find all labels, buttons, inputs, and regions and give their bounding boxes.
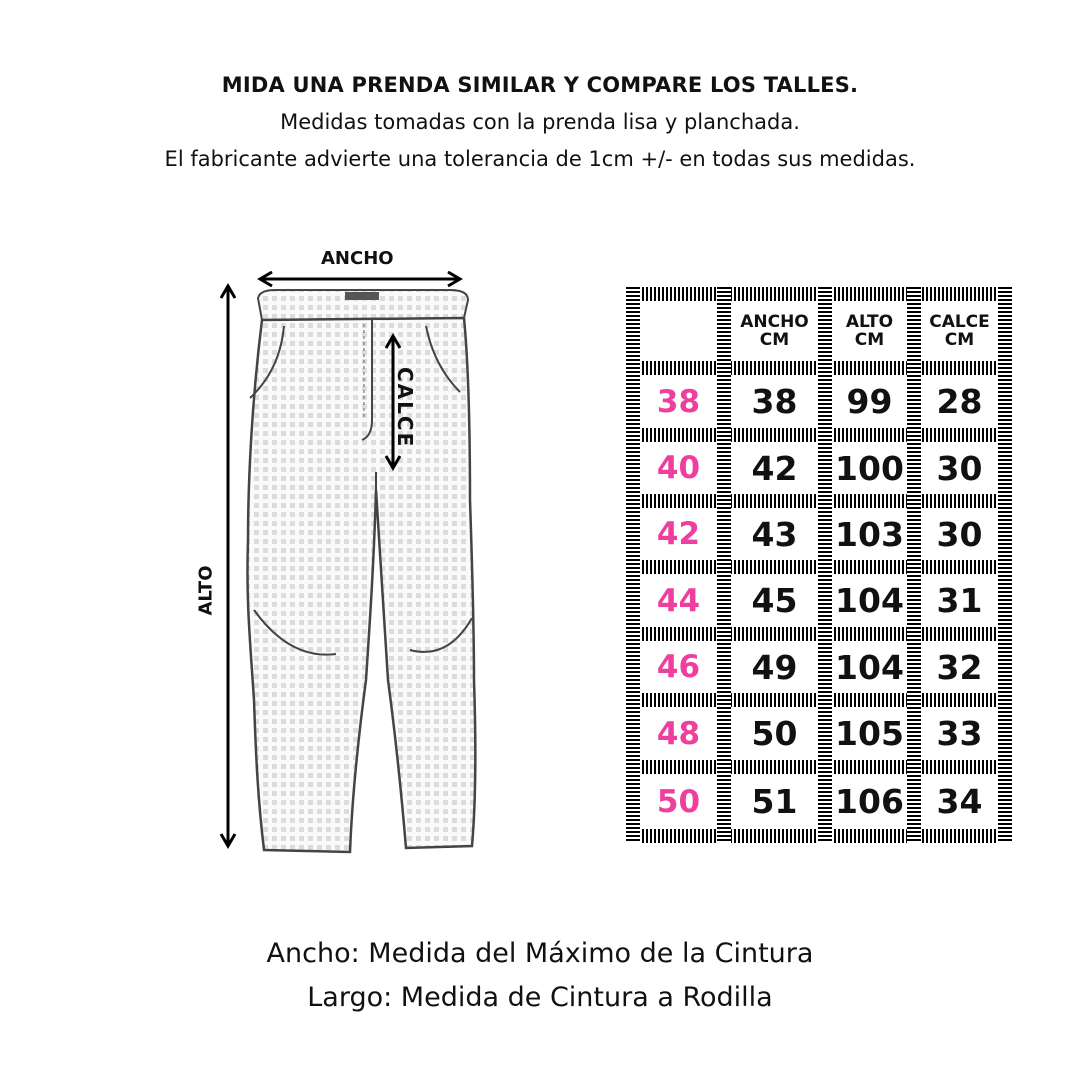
calce-cell: 30: [936, 448, 983, 488]
page-title: MIDA UNA PRENDA SIMILAR Y COMPARE LOS TALLES.: [221, 73, 859, 97]
footer-largo-note: Largo: Medida de Cintura a Rodilla: [307, 982, 773, 1013]
pants-outline-shape: [247, 318, 475, 852]
calce-cell: 31: [936, 581, 983, 620]
alto-cell: 103: [835, 514, 904, 554]
size-cell: 42: [656, 516, 701, 552]
alto-label: ALTO: [195, 565, 217, 616]
alto-cell: 104: [835, 647, 904, 687]
calce-cell: 34: [936, 782, 983, 821]
ancho-cell: 51: [751, 782, 798, 821]
ancho-arrow: [260, 272, 460, 286]
table-border-v: [998, 287, 1012, 843]
table-header-empty: [640, 301, 717, 361]
alto-cell: 105: [835, 714, 904, 753]
table-border-v: [717, 287, 731, 843]
alto-cell: 104: [835, 581, 904, 620]
subtitle-line-2: El fabricante advierte una tolerancia de 1cm +/- en todas sus medidas.: [164, 147, 916, 171]
alto-cell: 99: [846, 382, 893, 421]
size-table: [626, 287, 1012, 843]
subtitle-line-1: Medidas tomadas con la prenda lisa y planchada.: [280, 110, 800, 134]
footer-ancho-note: Ancho: Medida del Máximo de la Cintura: [266, 938, 814, 969]
size-cell: 48: [656, 715, 701, 752]
calce-cell: 28: [936, 382, 983, 421]
pants-illustration: [180, 240, 540, 880]
size-cell: 50: [656, 783, 701, 820]
size-cell: 38: [656, 383, 701, 420]
header: [0, 66, 1080, 178]
alto-arrow: [221, 286, 235, 846]
table-border-v: [626, 287, 640, 843]
alto-cell: 100: [835, 448, 904, 488]
ancho-cell: 43: [751, 514, 798, 554]
ancho-cell: 49: [751, 647, 798, 687]
table-header-ancho: ANCHO CM: [740, 312, 809, 350]
calce-cell: 33: [936, 714, 983, 753]
table-border-v: [907, 287, 921, 843]
calce-cell: 30: [936, 514, 983, 554]
size-cell: 44: [656, 582, 701, 619]
pants-diagram: [180, 240, 540, 880]
size-cell: 46: [656, 649, 701, 685]
ancho-cell: 38: [751, 382, 798, 421]
waistband-label: [345, 292, 379, 300]
alto-cell: 106: [835, 782, 904, 821]
footer-notes: [0, 932, 1080, 1020]
calce-label: CALCE: [393, 367, 417, 449]
table-header-calce: CALCE CM: [929, 312, 990, 350]
calce-cell: 32: [936, 647, 983, 687]
table-border-v: [818, 287, 832, 843]
size-cell: 40: [656, 450, 701, 486]
ancho-cell: 45: [751, 581, 798, 620]
ancho-cell: 42: [751, 448, 798, 488]
ancho-label: ANCHO: [321, 248, 394, 269]
ancho-cell: 50: [751, 714, 798, 753]
table-header-alto: ALTO CM: [845, 312, 894, 350]
